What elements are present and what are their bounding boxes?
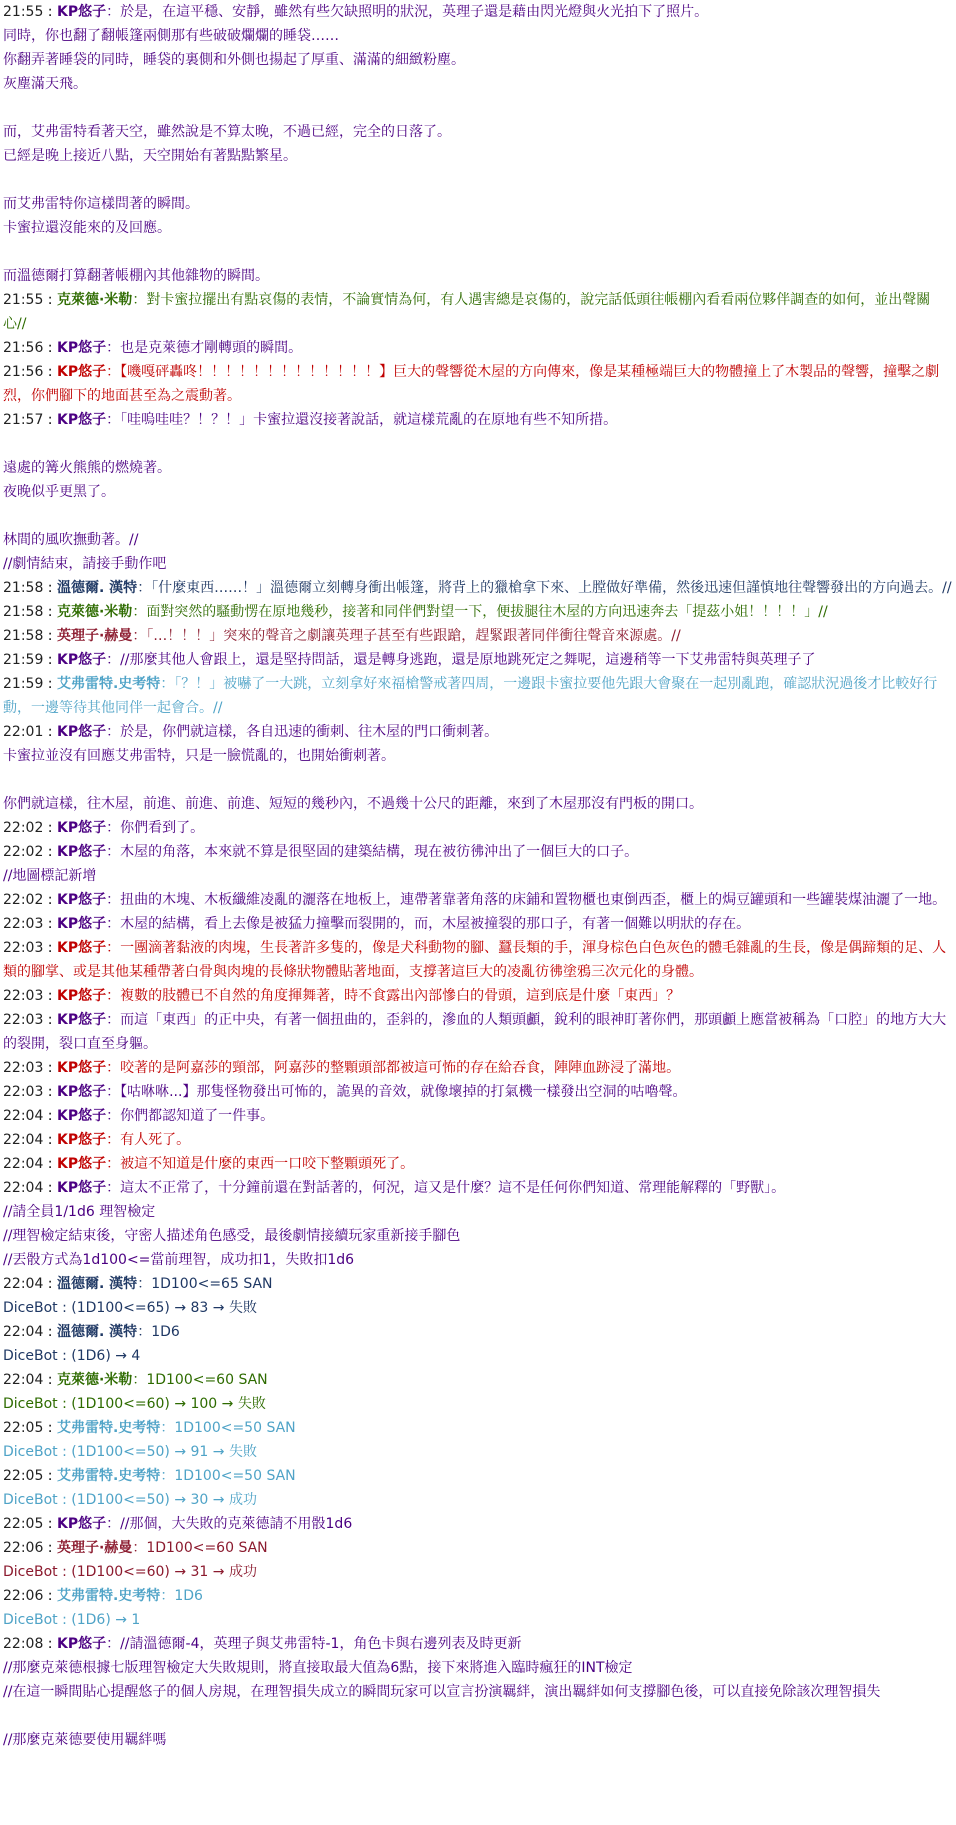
timestamp: 22:03 (3, 988, 44, 1004)
name-separator: ： (160, 1588, 175, 1604)
time-separator: : (43, 1276, 57, 1292)
blank-line (3, 168, 953, 192)
name-separator: ： (106, 652, 121, 668)
chat-line (3, 480, 953, 504)
time-separator: : (43, 1468, 57, 1484)
message-text: DiceBot : (1D100<=65) → 83 → 失敗 (3, 1300, 257, 1316)
speaker-name: 溫德爾. 漢特 (56, 580, 138, 596)
speaker-name: KP悠子 (56, 1156, 107, 1172)
message-text: 複數的肢體已不自然的角度揮舞著，時不食露出內部慘白的骨頭，這到底是什麼「東西」？ (120, 988, 681, 1004)
message-text: 同時，你也翻了翻帳篷兩側那有些破破爛爛的睡袋…… (3, 28, 339, 44)
chat-line (3, 1008, 953, 1056)
timestamp: 21:55 (3, 292, 44, 308)
message-text: //那個，大失敗的克萊德請不用骰1d6 (120, 1516, 353, 1532)
time-separator: : (43, 412, 57, 428)
message-text: 有人死了。 (120, 1132, 191, 1148)
message-text: 這太不正常了，十分鐘前還在對話著的，何況，這又是什麼？這不是任何你們知道、常理能解釋的「野獸」。 (120, 1180, 786, 1196)
chat-line (3, 984, 953, 1008)
time-separator: : (43, 628, 57, 644)
chat-line (3, 1152, 953, 1176)
chat-line (3, 72, 953, 96)
chat-line (3, 1368, 953, 1392)
message-text: DiceBot : (1D6) → 1 (3, 1612, 141, 1628)
time-separator: : (43, 892, 57, 908)
message-text: DiceBot : (1D100<=50) → 30 → 成功 (3, 1492, 257, 1508)
message-text: //那麼克萊德要使用羈絆嗎 (3, 1732, 167, 1748)
message-text: 對卡蜜拉擺出有點哀傷的表情，不論實情為何，有人遇害總是哀傷的，說完話低頭往帳棚內看看兩位夥伴調查的如何，並出聲關心// (3, 292, 931, 332)
name-separator: ： (106, 340, 121, 356)
chat-line (3, 1440, 953, 1464)
speaker-name: 克萊德·米勒 (56, 1372, 133, 1388)
message-text: 而溫德爾打算翻著帳棚內其他雜物的瞬間。 (3, 268, 269, 284)
speaker-name: KP悠子 (56, 1108, 107, 1124)
message-text: 1D100<=60 SAN (146, 1372, 268, 1388)
message-text: 遠處的篝火熊熊的燃燒著。 (3, 460, 171, 476)
time-separator: : (43, 4, 57, 20)
chat-line (3, 1200, 953, 1224)
speaker-name: KP悠子 (56, 1012, 107, 1028)
timestamp: 22:03 (3, 940, 44, 956)
chat-line (3, 672, 953, 720)
message-text: //地圖標記新增 (3, 868, 97, 884)
timestamp: 21:58 (3, 628, 44, 644)
chat-line (3, 1176, 953, 1200)
message-text: DiceBot : (1D100<=60) → 100 → 失敗 (3, 1396, 266, 1412)
chat-line (3, 720, 953, 744)
message-text: 1D100<=60 SAN (146, 1540, 268, 1556)
speaker-name: 艾弗雷特.史考特 (56, 1420, 161, 1436)
message-text: 咬著的是阿嘉莎的頸部，阿嘉莎的整顆頭部都被這可怖的存在給吞食，陣陣血跡浸了滿地。 (120, 1060, 681, 1076)
name-separator: ： (106, 940, 121, 956)
message-text: DiceBot : (1D100<=60) → 31 → 成功 (3, 1564, 257, 1580)
chat-line (3, 24, 953, 48)
blank-line (3, 1704, 953, 1728)
message-text: //那麼克萊德根據七版理智檢定大失敗規則，將直接取最大值為6點，接下來將進入臨時瘋狂的INT檢定 (3, 1660, 633, 1676)
speaker-name: KP悠子 (56, 892, 107, 908)
timestamp: 22:04 (3, 1108, 44, 1124)
chat-line (3, 648, 953, 672)
timestamp: 22:05 (3, 1420, 44, 1436)
chat-line (3, 456, 953, 480)
speaker-name: KP悠子 (56, 988, 107, 1004)
chat-line (3, 1128, 953, 1152)
name-separator: ： (106, 1012, 121, 1028)
message-text: 林間的風吹撫動著。// (3, 532, 139, 548)
chat-line (3, 1272, 953, 1296)
message-text: 「哇嗚哇哇？！？！」卡蜜拉還沒接著說話，就這樣荒亂的在原地有些不知所措。 (120, 412, 618, 428)
chat-line (3, 1656, 953, 1680)
chat-line (3, 1584, 953, 1608)
time-separator: : (43, 724, 57, 740)
message-text: //劇情結束，請接手動作吧 (3, 556, 167, 572)
time-separator: : (43, 1132, 57, 1148)
chat-line (3, 0, 953, 24)
chat-line (3, 264, 953, 288)
message-text: 扭曲的木塊、木板纖維凌亂的灑落在地板上，連帶著靠著角落的床鋪和置物櫃也東倒西歪，櫃上的焗豆罐頭和一些罐裝煤油灑了一地。 (120, 892, 947, 908)
message-text: 「什麼東西……！」溫德爾立刻轉身衝出帳篷，將背上的獵槍拿下來、上膛做好準備，然後迅速但謹慎地往聲響發出的方向過去。// (151, 580, 952, 596)
message-text: 「？！」被嚇了一大跳，立刻拿好來福槍警戒著四周，一邊跟卡蜜拉要他先跟大會聚在一起別亂跑，確認狀況過後才比較好行動，一邊等待其他同伴一起會合。// (3, 676, 938, 716)
timestamp: 22:06 (3, 1540, 44, 1556)
name-separator: ： (132, 292, 147, 308)
blank-line (3, 768, 953, 792)
time-separator: : (43, 1636, 57, 1652)
timestamp: 22:03 (3, 1084, 44, 1100)
speaker-name: 艾弗雷特.史考特 (56, 676, 161, 692)
message-text: 1D6 (151, 1324, 180, 1340)
message-text: 夜晚似乎更黑了。 (3, 484, 115, 500)
message-text: 你們看到了。 (120, 820, 205, 836)
chat-line (3, 1536, 953, 1560)
chat-line (3, 1296, 953, 1320)
message-text: 卡蜜拉還沒能來的及回應。 (3, 220, 171, 236)
chat-line (3, 1560, 953, 1584)
message-text: //那麼其他人會跟上，還是堅持問話，還是轉身逃跑，還是原地跳死定之舞呢，這邊稍等一下艾弗雷特與英理子了 (120, 652, 816, 668)
name-separator: ： (132, 628, 147, 644)
message-text: //在這一瞬間貼心提醒悠子的個人房規，在理智損失成立的瞬間玩家可以宣言扮演羈絆，演出羈絆如何支撐腳色後，可以直接免除該次理智損失 (3, 1684, 881, 1700)
speaker-name: KP悠子 (56, 844, 107, 860)
name-separator: ： (106, 1084, 121, 1100)
message-text: 木屋的結構，看上去像是被猛力撞擊而裂開的，而，木屋被撞裂的那口子，有著一個難以明狀的存在。 (120, 916, 751, 932)
name-separator: ： (137, 1324, 152, 1340)
timestamp: 21:55 (3, 4, 44, 20)
speaker-name: KP悠子 (56, 652, 107, 668)
blank-line (3, 240, 953, 264)
message-text: 1D6 (174, 1588, 203, 1604)
timestamp: 22:02 (3, 844, 44, 860)
time-separator: : (43, 1516, 57, 1532)
message-text: 而，艾弗雷特看著天空，雖然說是不算太晚，不過已經，完全的日落了。 (3, 124, 451, 140)
blank-line (3, 432, 953, 456)
timestamp: 22:03 (3, 1060, 44, 1076)
name-separator: ： (106, 4, 121, 20)
time-separator: : (43, 1084, 57, 1100)
message-text: 也是克萊德才剛轉頭的瞬間。 (120, 340, 303, 356)
name-separator: ： (106, 1516, 121, 1532)
name-separator: ： (160, 1420, 175, 1436)
timestamp: 22:05 (3, 1468, 44, 1484)
time-separator: : (43, 1108, 57, 1124)
chat-line (3, 840, 953, 864)
timestamp: 21:59 (3, 676, 44, 692)
time-separator: : (43, 1372, 57, 1388)
name-separator: ： (106, 364, 121, 380)
name-separator: ： (106, 892, 121, 908)
chat-line (3, 360, 953, 408)
speaker-name: 克萊德·米勒 (56, 292, 133, 308)
message-text: //丟骰方式為1d100<=當前理智，成功扣1，失敗扣1d6 (3, 1252, 355, 1268)
chat-line (3, 936, 953, 984)
chat-line (3, 912, 953, 936)
blank-line (3, 96, 953, 120)
timestamp: 22:02 (3, 820, 44, 836)
chat-line (3, 1104, 953, 1128)
chat-line (3, 744, 953, 768)
timestamp: 22:04 (3, 1276, 44, 1292)
time-separator: : (43, 1012, 57, 1028)
message-text: 1D100<=50 SAN (174, 1468, 296, 1484)
name-separator: ： (106, 724, 121, 740)
speaker-name: KP悠子 (56, 1084, 107, 1100)
time-separator: : (43, 940, 57, 956)
speaker-name: 英理子·赫曼 (56, 1540, 133, 1556)
name-separator: ： (106, 820, 121, 836)
speaker-name: 艾弗雷特.史考特 (56, 1468, 161, 1484)
speaker-name: KP悠子 (56, 412, 107, 428)
speaker-name: 艾弗雷特.史考特 (56, 1588, 161, 1604)
name-separator: ： (132, 1540, 147, 1556)
message-text: 於是，你們就這樣，各自迅速的衝刺、往木屋的門口衝刺著。 (120, 724, 499, 740)
chat-line (3, 624, 953, 648)
message-text: 一團滴著黏液的肉塊，生長著許多隻的，像是犬科動物的腳、蠶長類的手，渾身棕色白色灰色的體毛雜亂的生長，像是偶蹄類的足、人類的腳掌、或是其他某種帶著白骨與肉塊的長條狀物體貼著地面，支撐著這巨大的凌亂彷彿塗鴉三次元化的身體。 (3, 940, 947, 980)
time-separator: : (43, 340, 57, 356)
speaker-name: 溫德爾. 漢特 (56, 1324, 138, 1340)
time-separator: : (43, 1540, 57, 1556)
chat-line (3, 48, 953, 72)
name-separator: ： (106, 916, 121, 932)
timestamp: 22:08 (3, 1636, 44, 1652)
chat-line (3, 816, 953, 840)
chat-line (3, 408, 953, 432)
chat-line (3, 336, 953, 360)
timestamp: 21:59 (3, 652, 44, 668)
chat-line (3, 1224, 953, 1248)
chat-line (3, 1416, 953, 1440)
speaker-name: 英理子·赫曼 (56, 628, 133, 644)
chat-line (3, 1392, 953, 1416)
chat-line (3, 792, 953, 816)
chat-line (3, 1344, 953, 1368)
time-separator: : (43, 916, 57, 932)
time-separator: : (43, 604, 57, 620)
name-separator: ： (137, 580, 152, 596)
name-separator: ： (137, 1276, 152, 1292)
name-separator: ： (132, 1372, 147, 1388)
speaker-name: 克萊德·米勒 (56, 604, 133, 620)
message-text: 已經是晚上接近八點，天空開始有著點點繁星。 (3, 148, 297, 164)
name-separator: ： (106, 1108, 121, 1124)
name-separator: ： (160, 676, 175, 692)
name-separator: ： (106, 1156, 121, 1172)
chat-line (3, 1632, 953, 1656)
chat-line (3, 192, 953, 216)
message-text: 1D100<=50 SAN (174, 1420, 296, 1436)
message-text: DiceBot : (1D100<=50) → 91 → 失敗 (3, 1444, 257, 1460)
speaker-name: KP悠子 (56, 724, 107, 740)
timestamp: 22:06 (3, 1588, 44, 1604)
chat-line (3, 1080, 953, 1104)
speaker-name: KP悠子 (56, 1132, 107, 1148)
speaker-name: KP悠子 (56, 1180, 107, 1196)
time-separator: : (43, 1060, 57, 1076)
speaker-name: KP悠子 (56, 1516, 107, 1532)
speaker-name: KP悠子 (56, 1636, 107, 1652)
timestamp: 22:04 (3, 1180, 44, 1196)
name-separator: ： (106, 412, 121, 428)
chat-line (3, 1680, 953, 1704)
chat-line (3, 600, 953, 624)
speaker-name: KP悠子 (56, 1060, 107, 1076)
timestamp: 21:58 (3, 580, 44, 596)
chat-line (3, 1488, 953, 1512)
speaker-name: KP悠子 (56, 820, 107, 836)
time-separator: : (43, 676, 57, 692)
timestamp: 22:02 (3, 892, 44, 908)
message-text: 1D100<=65 SAN (151, 1276, 273, 1292)
message-text: 被這不知道是什麼的東西一口咬下整顆頭死了。 (120, 1156, 415, 1172)
timestamp: 21:56 (3, 340, 44, 356)
timestamp: 22:05 (3, 1516, 44, 1532)
chat-line (3, 552, 953, 576)
name-separator: ： (106, 1132, 121, 1148)
time-separator: : (43, 580, 57, 596)
message-text: 你們都認知道了一件事。 (120, 1108, 275, 1124)
time-separator: : (43, 1156, 57, 1172)
speaker-name: KP悠子 (56, 340, 107, 356)
speaker-name: KP悠子 (56, 916, 107, 932)
chat-line (3, 1728, 953, 1752)
name-separator: ： (106, 844, 121, 860)
chat-line (3, 528, 953, 552)
chat-line (3, 864, 953, 888)
message-text: 於是，在這平穩、安靜，雖然有些欠缺照明的狀況，英理子還是藉由閃光燈與火光拍下了照片。 (120, 4, 709, 20)
chat-line (3, 216, 953, 240)
message-text: 卡蜜拉並沒有回應艾弗雷特，只是一臉慌亂的，也開始衝刺著。 (3, 748, 395, 764)
name-separator: ： (106, 1636, 121, 1652)
timestamp: 22:04 (3, 1132, 44, 1148)
message-text: 而艾弗雷特你這樣問著的瞬間。 (3, 196, 199, 212)
chat-line (3, 888, 953, 912)
message-text: 「…！！！」突來的聲音之劇讓英理子甚至有些跟蹌，趕緊跟著同伴衝往聲音來源處。// (146, 628, 681, 644)
chat-line (3, 576, 953, 600)
chat-line (3, 144, 953, 168)
time-separator: : (43, 1324, 57, 1340)
speaker-name: 溫德爾. 漢特 (56, 1276, 138, 1292)
chat-line (3, 1320, 953, 1344)
message-text: DiceBot : (1D6) → 4 (3, 1348, 141, 1364)
message-text: 灰塵滿天飛。 (3, 76, 87, 92)
name-separator: ： (160, 1468, 175, 1484)
name-separator: ： (132, 604, 147, 620)
message-text: 面對突然的騷動愣在原地幾秒，接著和同伴們對望一下，便拔腿往木屋的方向迅速奔去「提茲小姐！！！！」// (146, 604, 828, 620)
time-separator: : (43, 652, 57, 668)
timestamp: 21:56 (3, 364, 44, 380)
time-separator: : (43, 1588, 57, 1604)
message-text: 木屋的角落，本來就不算是很堅固的建築結構，現在被彷彿沖出了一個巨大的口子。 (120, 844, 639, 860)
name-separator: ： (106, 988, 121, 1004)
timestamp: 22:04 (3, 1372, 44, 1388)
time-separator: : (43, 1420, 57, 1436)
timestamp: 21:57 (3, 412, 44, 428)
time-separator: : (43, 1180, 57, 1196)
message-text: 你們就這樣，往木屋，前進、前進、前進、短短的幾秒內，不過幾十公尺的距離，來到了木屋那沒有門板的開口。 (3, 796, 703, 812)
blank-line (3, 504, 953, 528)
chat-line (3, 120, 953, 144)
message-text: 而這「東西」的正中央，有著一個扭曲的，歪斜的，滲血的人類頭顱，銳利的眼神盯著你們，那頭顱上應當被稱為「口腔」的地方大大的裂開，裂口直至身軀。 (3, 1012, 947, 1052)
message-text: 【嘰嘎砰轟咚！！！！！！！！！！！！！】巨大的聲響從木屋的方向傳來，像是某種極端巨大的物體撞上了木製品的聲響，撞擊之劇烈，你們腳下的地面甚至為之震動著。 (3, 364, 940, 404)
speaker-name: KP悠子 (56, 364, 107, 380)
time-separator: : (43, 844, 57, 860)
timestamp: 22:01 (3, 724, 44, 740)
message-text: //請全員1/1d6 理智檢定 (3, 1204, 156, 1220)
message-text: //請溫德爾-4，英理子與艾弗雷特-1，角色卡與右邊列表及時更新 (120, 1636, 522, 1652)
chat-line (3, 1248, 953, 1272)
chat-line (3, 1056, 953, 1080)
message-text: 【咕咻咻...】那隻怪物發出可怖的，詭異的音效，就像壞掉的打氣機一樣發出空洞的咕嚕聲。 (120, 1084, 687, 1100)
time-separator: : (43, 364, 57, 380)
chat-line (3, 1464, 953, 1488)
message-text: //理智檢定結束後，守密人描述角色感受，最後劇情接續玩家重新接手腳色 (3, 1228, 461, 1244)
speaker-name: KP悠子 (56, 4, 107, 20)
speaker-name: KP悠子 (56, 940, 107, 956)
name-separator: ： (106, 1180, 121, 1196)
name-separator: ： (106, 1060, 121, 1076)
timestamp: 21:58 (3, 604, 44, 620)
timestamp: 22:03 (3, 916, 44, 932)
chat-line (3, 288, 953, 336)
chat-line (3, 1608, 953, 1632)
timestamp: 22:04 (3, 1324, 44, 1340)
time-separator: : (43, 988, 57, 1004)
chat-line (3, 1512, 953, 1536)
timestamp: 22:04 (3, 1156, 44, 1172)
message-text: 你翻弄著睡袋的同時，睡袋的裏側和外側也揚起了厚重、滿滿的細緻粉塵。 (3, 52, 465, 68)
time-separator: : (43, 292, 57, 308)
timestamp: 22:03 (3, 1012, 44, 1028)
time-separator: : (43, 820, 57, 836)
